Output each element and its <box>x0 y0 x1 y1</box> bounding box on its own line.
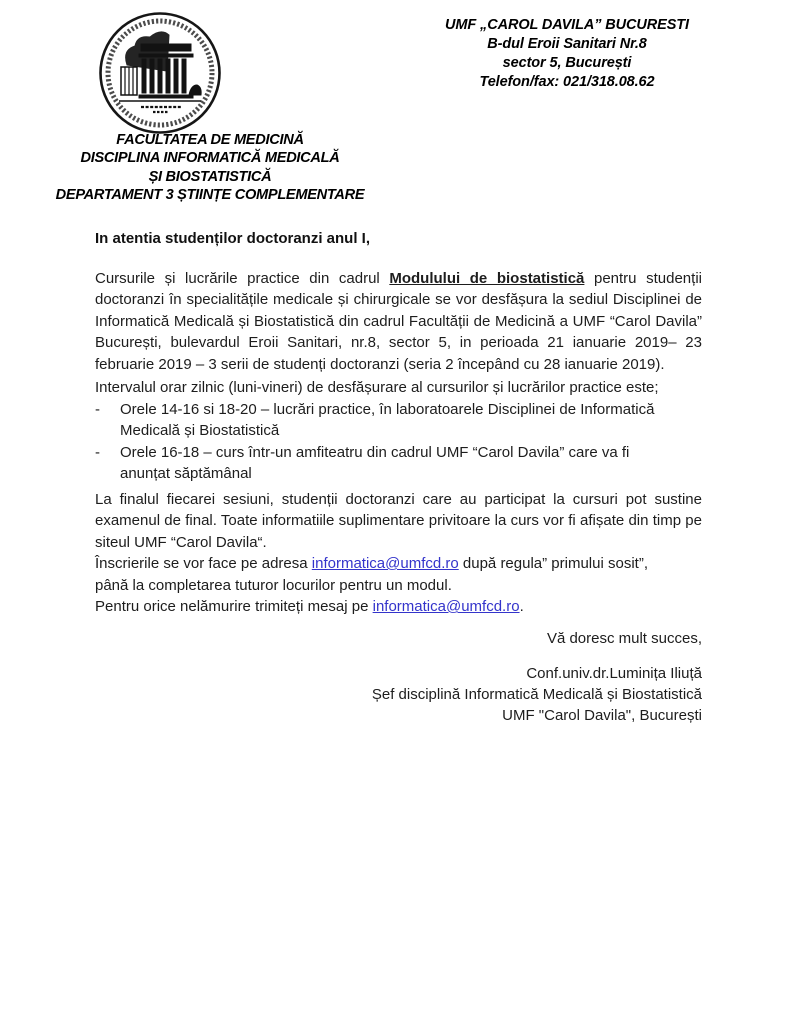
schedule-item-course <box>95 442 702 485</box>
contact-text-before: Pentru orice nelămurire trimiteți mesaj pe <box>95 598 373 615</box>
letterhead-sector-city: sector 5, București <box>502 55 632 71</box>
signature-title: Șef disciplină Informatică Medicală și Biostatistică <box>371 686 702 703</box>
intro-text-after: pentru studenții doctoranzi în specialitățile medicale și chirurgicale se vor desfășura la sediul Disciplinei de Informatică Medicală și Biostatistică din cadrul Facultății de Medicină a UMF “Carol Davila” București, bulevardul Eroii Sanitari, nr.8, sector 5, in perioada 21 ianuarie 2019– 23 februarie 2019 – 3 serii de studenți doctoranzi (seria 2 începând cu 28 ianuarie 2019). <box>95 269 702 373</box>
letterhead-department: DEPARTAMENT 3 ȘTIINȚE COMPLEMENTARE <box>55 186 365 203</box>
schedule-item-labs-line2: Medicală și Biostatistică <box>120 422 280 439</box>
salutation: In atentia studenților doctoranzi anul I, <box>95 230 371 247</box>
signature-name: Conf.univ.dr.Luminița Iliuță <box>526 665 702 682</box>
letterhead-phone-fax: Telefon/fax: 021/318.08.62 <box>479 74 655 90</box>
contact-line <box>95 596 702 618</box>
schedule-item-course-line1: Orele 16-18 – curs într-un amfiteatru din cadrul UMF “Carol Davila” care va fi <box>120 443 630 461</box>
list-dash-marker: - <box>95 443 100 461</box>
enroll-text-before: Înscrierile se vor face pe adresa <box>95 555 312 572</box>
schedule-item-text <box>120 399 702 442</box>
enrollment-paragraph <box>95 553 702 618</box>
letterhead-discipline-line2: ȘI BIOSTATISTICĂ <box>148 168 272 185</box>
signature-institution: UMF "Carol Davila", București <box>502 707 702 724</box>
letterhead-department-block <box>50 131 370 204</box>
enroll-line2: până la completarea tuturor locurilor pentru un modul. <box>95 576 452 594</box>
letterhead-address-block <box>417 16 717 92</box>
signature-block <box>95 663 702 726</box>
contact-text-after: . <box>519 598 524 615</box>
intro-text-before: Cursurile și lucrările practice din cadrul <box>95 269 390 287</box>
module-title-emphasis: Modulului de biostatistică <box>389 269 585 287</box>
schedule-list <box>95 399 702 485</box>
schedule-intro: Intervalul orar zilnic (luni-vineri) de desfășurare al cursurilor și lucrărilor practice este; <box>95 379 659 396</box>
schedule-item-labs <box>95 399 702 442</box>
closing-line: Vă doresc mult succes, <box>546 629 702 647</box>
contact-email-link[interactable]: informatica@umfcd.ro <box>372 598 520 615</box>
letterhead-discipline-line1: DISCIPLINA INFORMATICĂ MEDICALĂ <box>80 150 340 167</box>
enroll-line1 <box>95 553 702 575</box>
letterhead-faculty: FACULTATEA DE MEDICINĂ <box>116 132 304 148</box>
schedule-item-labs-line1: Orele 14-16 si 18-20 – lucrări practice, în laboratoarele Disciplinei de Informatică <box>120 400 655 418</box>
university-seal-logo <box>97 11 223 135</box>
letterhead-university-name: UMF „CAROL DAVILA” BUCURESTI <box>445 17 689 33</box>
schedule-item-course-line2: anunțat săptămânal <box>120 465 252 482</box>
letter-body <box>95 228 702 726</box>
exam-info-paragraph: La finalul fiecarei sesiuni, studenții doctoranzi care au participat la cursuri pot sustine examenul de final. Toate informatiile suplimentare privitoare la curs vor fi afișate din timp pe siteul UMF “Carol Davila“. <box>95 490 702 551</box>
intro-paragraph <box>95 268 702 376</box>
schedule-item-text <box>120 442 702 485</box>
list-dash-marker: - <box>95 400 100 418</box>
enroll-email-link[interactable]: informatica@umfcd.ro <box>311 555 459 572</box>
letterhead-street: B-dul Eroii Sanitari Nr.8 <box>487 36 647 52</box>
enroll-text-after: după regula” primului sosit”, <box>458 555 648 572</box>
seal-building-illustration <box>119 32 201 112</box>
